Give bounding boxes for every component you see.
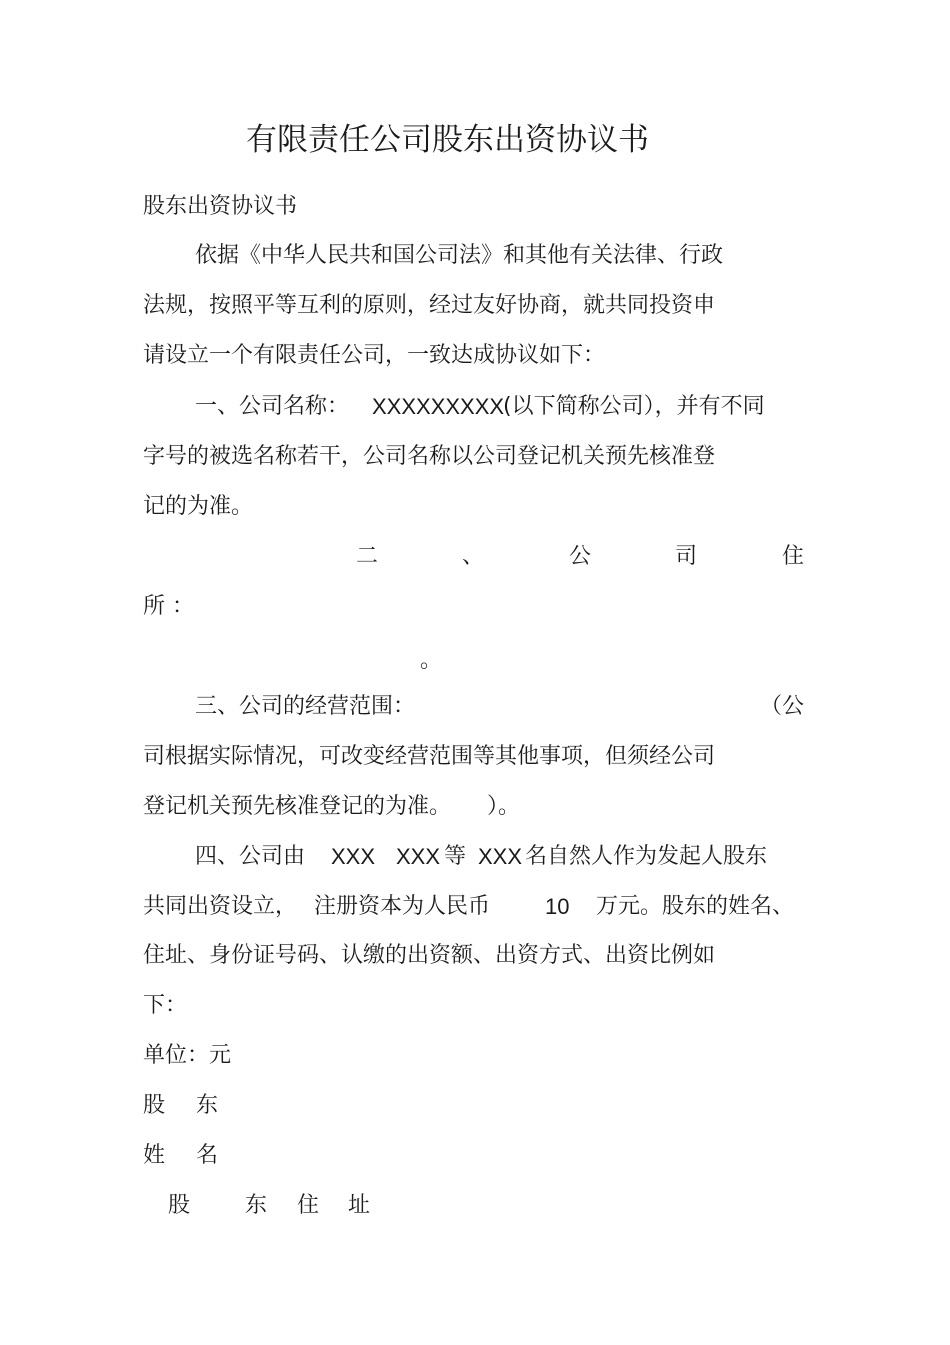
section2-char-2: 、 — [462, 544, 485, 569]
section2-char-4: 司 — [675, 544, 698, 569]
section2-period: 。 — [420, 648, 443, 673]
section1-line-3: 记的为准。 — [143, 494, 254, 519]
section1-company-name-placeholder: XXXXXXXXX — [372, 394, 505, 419]
table-unit-label: 单位：元 — [143, 1043, 232, 1068]
section4-prefix: 四、公司由 — [195, 844, 306, 869]
section4-tail-1: 名自然人作为发起人股东 — [525, 844, 768, 869]
section3-label: 三、公司的经营范围： — [195, 694, 416, 719]
section4-line-2-b: 注册资本为人民币 — [314, 894, 491, 919]
document-title: 有限责任公司股东出资协议书 — [246, 122, 649, 158]
section1-label: 一、公司名称： — [195, 394, 350, 419]
section1-tail: (以下简称公司），并有不同 — [503, 394, 765, 419]
section3-line-3: 登记机关预先核准登记的为准。 — [143, 794, 452, 819]
intro-line-3: 请设立一个有限责任公司，一致达成协议如下： — [143, 343, 606, 368]
table-head-address-char-1: 股 — [168, 1193, 191, 1218]
intro-line-1: 依据《中华人民共和国公司法》和其他有关法律、行政 — [195, 243, 724, 268]
section4-capital: 10 — [545, 894, 570, 919]
section4-line-2-c: 万元。股东的姓名、 — [596, 894, 795, 919]
intro-line-2: 法规，按照平等互利的原则，经过友好协商，就共同投资申 — [143, 293, 716, 318]
section2-char-1: 二 — [356, 544, 379, 569]
section4-count: XXX — [478, 844, 523, 869]
section2-line-2: 所 ： — [143, 594, 194, 619]
section2-char-5: 住 — [782, 544, 805, 569]
table-head-address-char-4: 址 — [348, 1193, 371, 1218]
section1-line-2: 字号的被选名称若干，公司名称以公司登记机关预先核准登 — [143, 444, 716, 469]
table-head-address-char-2: 东 — [245, 1193, 268, 1218]
section4-deng: 等 — [444, 844, 467, 869]
table-head-name-char-2: 名 — [196, 1143, 219, 1168]
section3-tail: （公 — [760, 694, 805, 719]
section4-line-2-a: 共同出资设立， — [143, 894, 298, 919]
table-head-name-char-1: 姓 — [143, 1143, 166, 1168]
section4-name-1: XXX — [331, 844, 376, 869]
section3-close: ）。 — [487, 794, 521, 819]
section4-line-4: 下： — [143, 993, 188, 1018]
section2-char-3: 公 — [569, 544, 592, 569]
section4-line-3: 住址、身份证号码、认缴的出资额、出资方式、出资比例如 — [143, 943, 716, 968]
document-subtitle: 股东出资协议书 — [143, 194, 298, 219]
table-head-address-char-3: 住 — [297, 1193, 320, 1218]
section3-line-2: 司根据实际情况，可改变经营范围等其他事项，但须经公司 — [143, 744, 716, 769]
section4-name-2: XXX — [396, 844, 441, 869]
table-head-shareholder-char-2: 东 — [196, 1093, 219, 1118]
table-head-shareholder-char-1: 股 — [143, 1093, 166, 1118]
